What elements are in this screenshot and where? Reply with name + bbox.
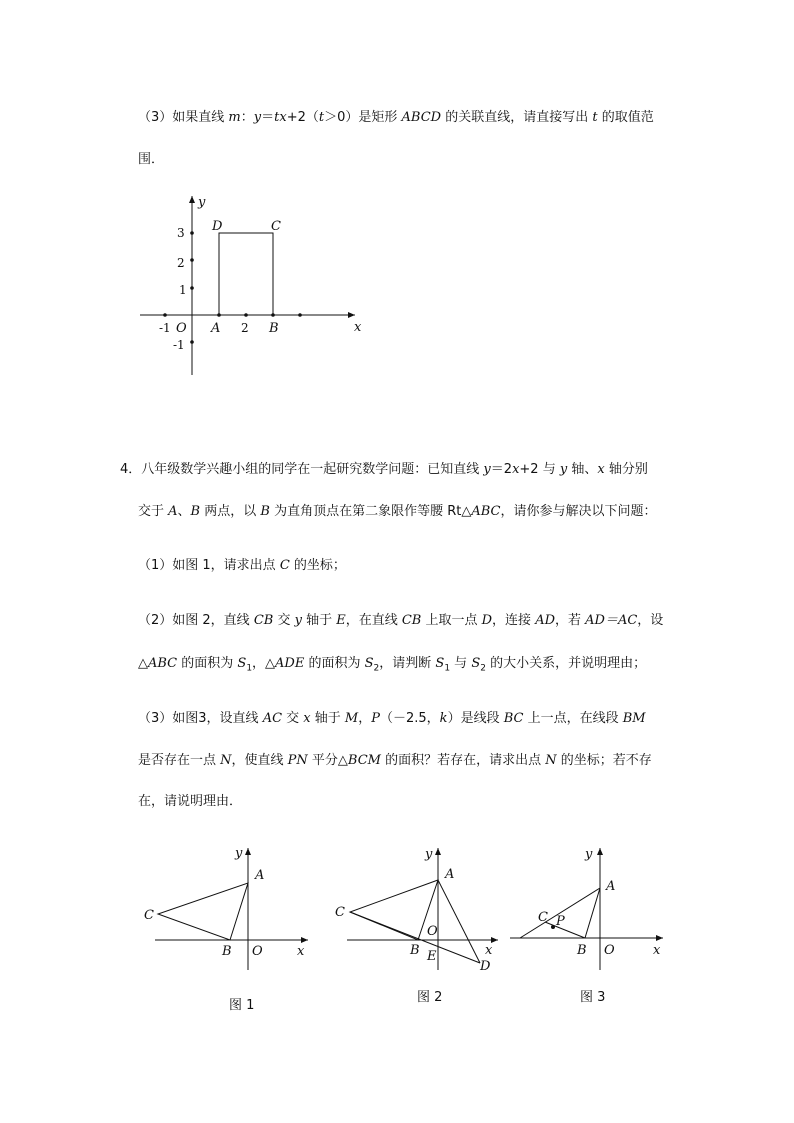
tick-y1: 1 bbox=[179, 283, 187, 297]
q3-line-2: 围． bbox=[138, 152, 165, 167]
rectangle-abcd bbox=[219, 233, 273, 315]
label-A: A bbox=[445, 867, 455, 882]
label-x: x bbox=[485, 943, 493, 958]
q4-part-3-line-3: 在，请说明理由． bbox=[138, 794, 243, 809]
tick-x2: 2 bbox=[241, 321, 249, 335]
segment-bc bbox=[545, 922, 585, 938]
label-y: y bbox=[198, 195, 206, 210]
q3-line-1: （3）如果直线 m：y＝tx+2（t＞0）是矩形 ABCD 的关联直线，请直接写出 t 的取值范 bbox=[138, 110, 654, 125]
figure-3 bbox=[505, 840, 670, 970]
label-C: C bbox=[271, 219, 281, 234]
label-B: B bbox=[269, 321, 279, 336]
line-am bbox=[520, 888, 600, 938]
label-O: O bbox=[604, 943, 615, 958]
label-E: E bbox=[427, 949, 437, 964]
label-D: D bbox=[480, 959, 491, 974]
caption-figure-1: 图 1 bbox=[229, 998, 255, 1013]
q4-line-2: 交于 A、B 两点，以 B 为直角顶点在第二象限作等腰 Rt△ABC，请你参与解决以下问题： bbox=[138, 504, 657, 519]
label-A: A bbox=[606, 879, 616, 894]
label-A: A bbox=[211, 321, 221, 336]
figure-2 bbox=[330, 840, 505, 975]
label-x: x bbox=[297, 944, 305, 959]
tick-y3: 3 bbox=[177, 226, 185, 240]
label-B: B bbox=[577, 943, 587, 958]
tick-xm1: -1 bbox=[159, 321, 171, 335]
caption-figure-3: 图 3 bbox=[580, 990, 606, 1005]
label-O: O bbox=[176, 321, 187, 336]
label-x: x bbox=[653, 943, 661, 958]
label-B: B bbox=[222, 944, 232, 959]
tick-y2: 2 bbox=[177, 256, 185, 270]
label-C: C bbox=[144, 908, 154, 923]
label-y: y bbox=[585, 847, 593, 862]
q4-part-2-line-2: △ABC 的面积为 $S_1$，△ADE 的面积为 $S_2$，请判断 $S_1$ 与 $S_2$ 的大小关系，并说明理由； bbox=[138, 656, 647, 674]
label-O: O bbox=[252, 944, 263, 959]
label-P: P bbox=[556, 914, 565, 929]
label-D: D bbox=[212, 219, 223, 234]
triangle-abc bbox=[350, 880, 438, 940]
label-B: B bbox=[410, 943, 420, 958]
caption-figure-2: 图 2 bbox=[417, 990, 443, 1005]
q4-part-3-line-1: （3）如图3，设直线 AC 交 x 轴于 M，P（－2.5，k）是线段 BC 上一点，在线段 BM bbox=[138, 711, 646, 726]
figure-1 bbox=[140, 840, 315, 970]
figure-q3 bbox=[130, 190, 380, 385]
label-O: O bbox=[427, 924, 438, 939]
label-x: x bbox=[354, 320, 362, 335]
triangle-abc bbox=[158, 883, 248, 940]
q4-part-1: （1）如图 1，请求出点 C 的坐标； bbox=[138, 558, 346, 573]
label-y: y bbox=[425, 847, 433, 862]
label-C: C bbox=[538, 910, 548, 925]
label-C: C bbox=[335, 905, 345, 920]
q4-part-3-line-2: 是否存在一点 N，使直线 PN 平分△BCM 的面积？若存在，请求出点 N 的坐标；若不存 bbox=[138, 753, 652, 768]
q4-line-1: 4．八年级数学兴趣小组的同学在一起研究数学问题：已知直线 y＝2x+2 与 y 轴、x 轴分别 bbox=[120, 462, 648, 477]
label-A: A bbox=[255, 868, 265, 883]
q4-part-2-line-1: （2）如图 2，直线 CB 交 y 轴于 E，在直线 CB 上取一点 D，连接 AD，若 AD＝AC，设 bbox=[138, 613, 664, 628]
label-y: y bbox=[235, 846, 243, 861]
point-p bbox=[551, 925, 555, 929]
segment-ad bbox=[438, 880, 480, 963]
tick-ym1: -1 bbox=[173, 338, 185, 352]
